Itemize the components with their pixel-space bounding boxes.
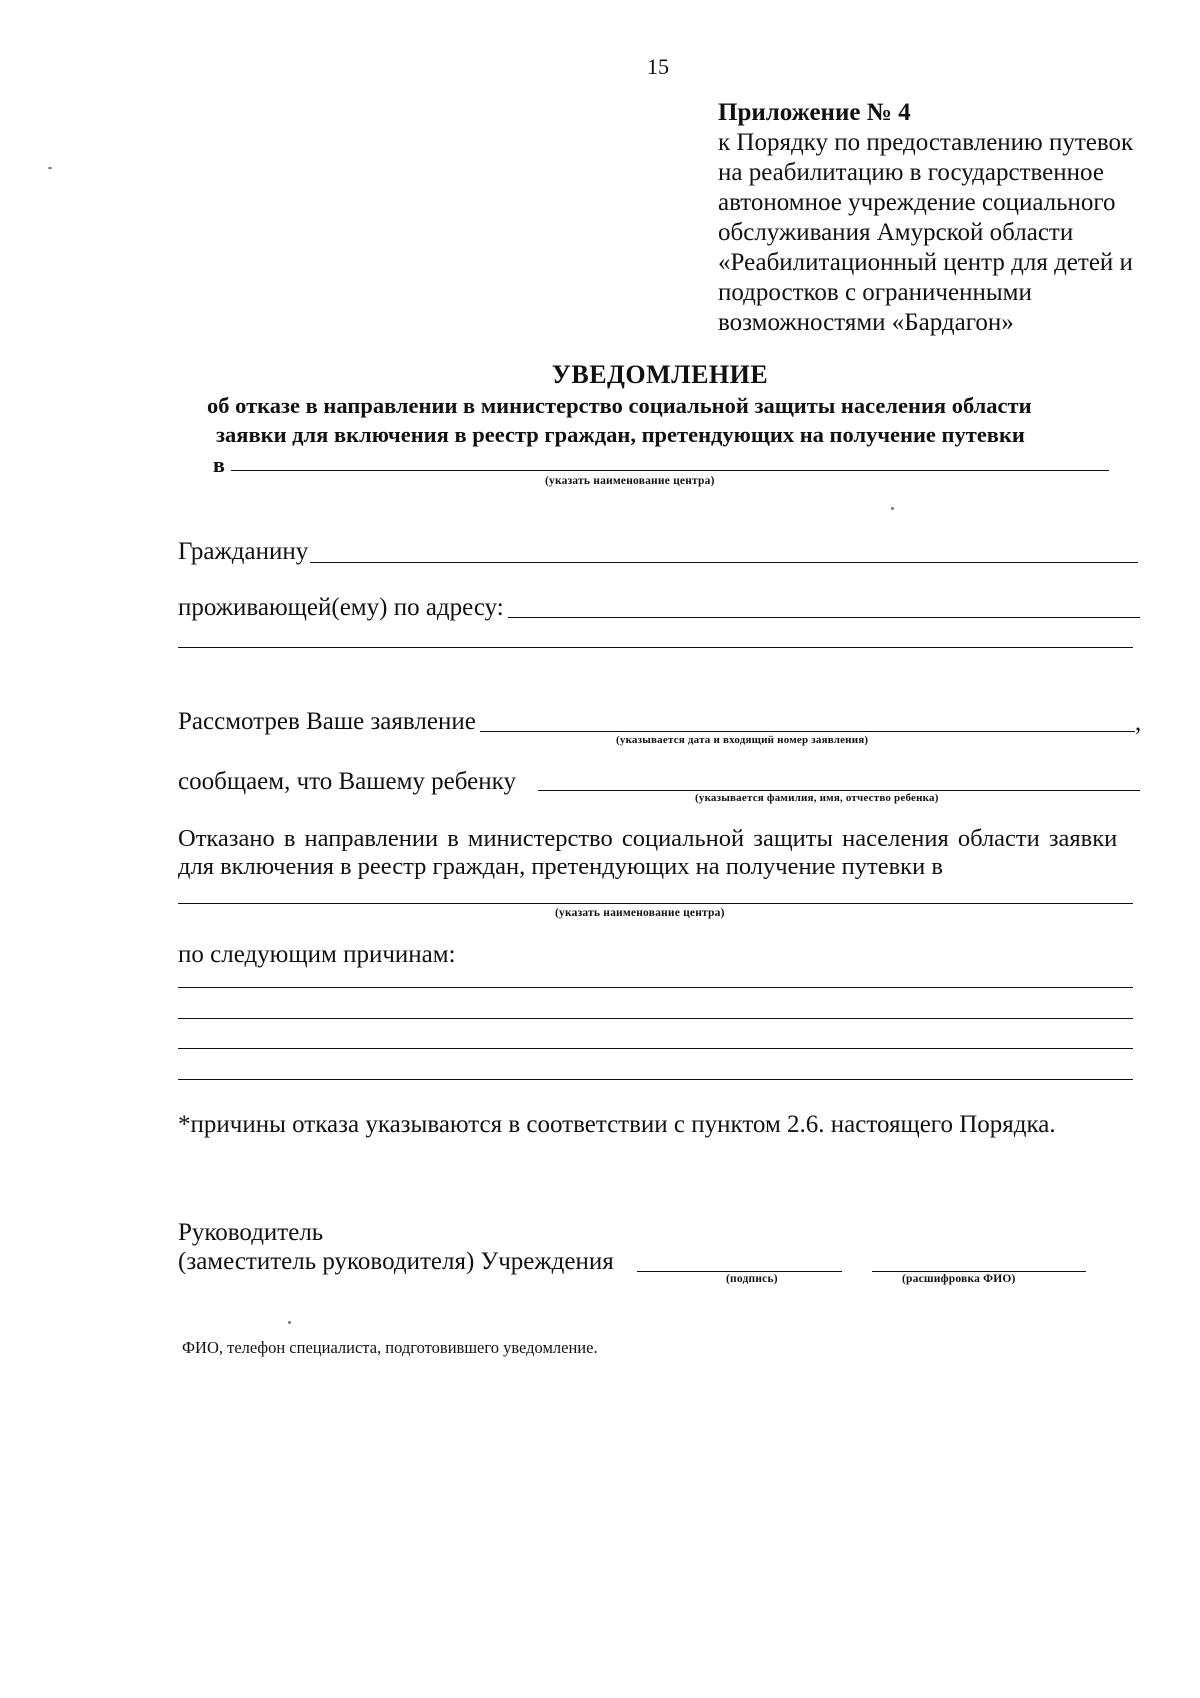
annex-title: Приложение № 4: [718, 99, 911, 126]
center-name-field[interactable]: [231, 470, 1109, 471]
address-field[interactable]: [508, 617, 1140, 618]
child-caption: (указывается фамилия, имя, отчество ребенка): [695, 792, 939, 804]
application-field[interactable]: [480, 731, 1135, 732]
citizen-field[interactable]: [310, 562, 1138, 563]
refusal-center-field[interactable]: [178, 903, 1133, 904]
signature-field[interactable]: [637, 1271, 842, 1272]
notice-subtitle: об отказе в направлении в министерство социальной защиты населения области: [207, 393, 1032, 418]
in-label: в: [213, 452, 225, 477]
reason-field[interactable]: [178, 1079, 1133, 1080]
head-title: (заместитель руководителя) Учреждения: [178, 1248, 614, 1275]
child-field[interactable]: [538, 790, 1140, 791]
name-field[interactable]: [872, 1271, 1086, 1272]
address-label: проживающей(ему) по адресу:: [178, 594, 504, 621]
annex-line: «Реабилитационный центр для детей и: [718, 249, 1133, 276]
notice-subtitle: заявки для включения в реестр граждан, претендующих на получение путевки: [216, 422, 1025, 447]
annex-line: автономное учреждение социального: [718, 189, 1116, 216]
head-title: Руководитель: [178, 1219, 324, 1246]
reasons-label: по следующим причинам:: [178, 941, 456, 968]
scan-speck: [288, 1321, 291, 1324]
child-label: сообщаем, что Вашему ребенку: [178, 768, 516, 795]
refusal-center-caption: (указать наименование центра): [555, 907, 725, 919]
center-name-caption: (указать наименование центра): [545, 475, 715, 487]
scan-speck: [891, 507, 894, 510]
signature-caption: (подпись): [726, 1273, 778, 1285]
reason-field[interactable]: [178, 1048, 1133, 1049]
page-number: 15: [647, 54, 669, 79]
application-caption: (указывается дата и входящий номер заявления): [616, 734, 869, 746]
name-caption: (расшифровка ФИО): [902, 1273, 1016, 1285]
specialist-note: ФИО, телефон специалиста, подготовившего уведомление.: [182, 1338, 598, 1357]
refusal-text: для включения в реестр граждан, претендующих на получение путевки в: [178, 853, 943, 880]
annex-block: [718, 98, 1133, 338]
notice-title: УВЕДОМЛЕНИЕ: [551, 360, 769, 389]
annex-line: возможностями «Бардагон»: [718, 309, 1014, 336]
annex-line: подростков с ограниченными: [718, 279, 1032, 306]
reason-field[interactable]: [178, 1018, 1133, 1019]
citizen-label: Гражданину: [178, 538, 309, 565]
footnote: *причины отказа указываются в соответствии с пунктом 2.6. настоящего Порядка.: [178, 1111, 1056, 1138]
reason-field[interactable]: [178, 987, 1133, 988]
annex-line: на реабилитацию в государственное: [718, 159, 1104, 186]
annex-line: к Порядку по предоставлению путевок: [718, 129, 1134, 156]
scan-speck: [48, 167, 52, 169]
application-label: Рассмотрев Ваше заявление: [178, 708, 476, 735]
address-field-line2[interactable]: [178, 647, 1133, 648]
application-comma: ,: [1135, 709, 1142, 736]
annex-line: обслуживания Амурской области: [718, 219, 1074, 246]
refusal-text: Отказано в направлении в министерство социальной защиты населения области заявки: [178, 825, 1118, 852]
